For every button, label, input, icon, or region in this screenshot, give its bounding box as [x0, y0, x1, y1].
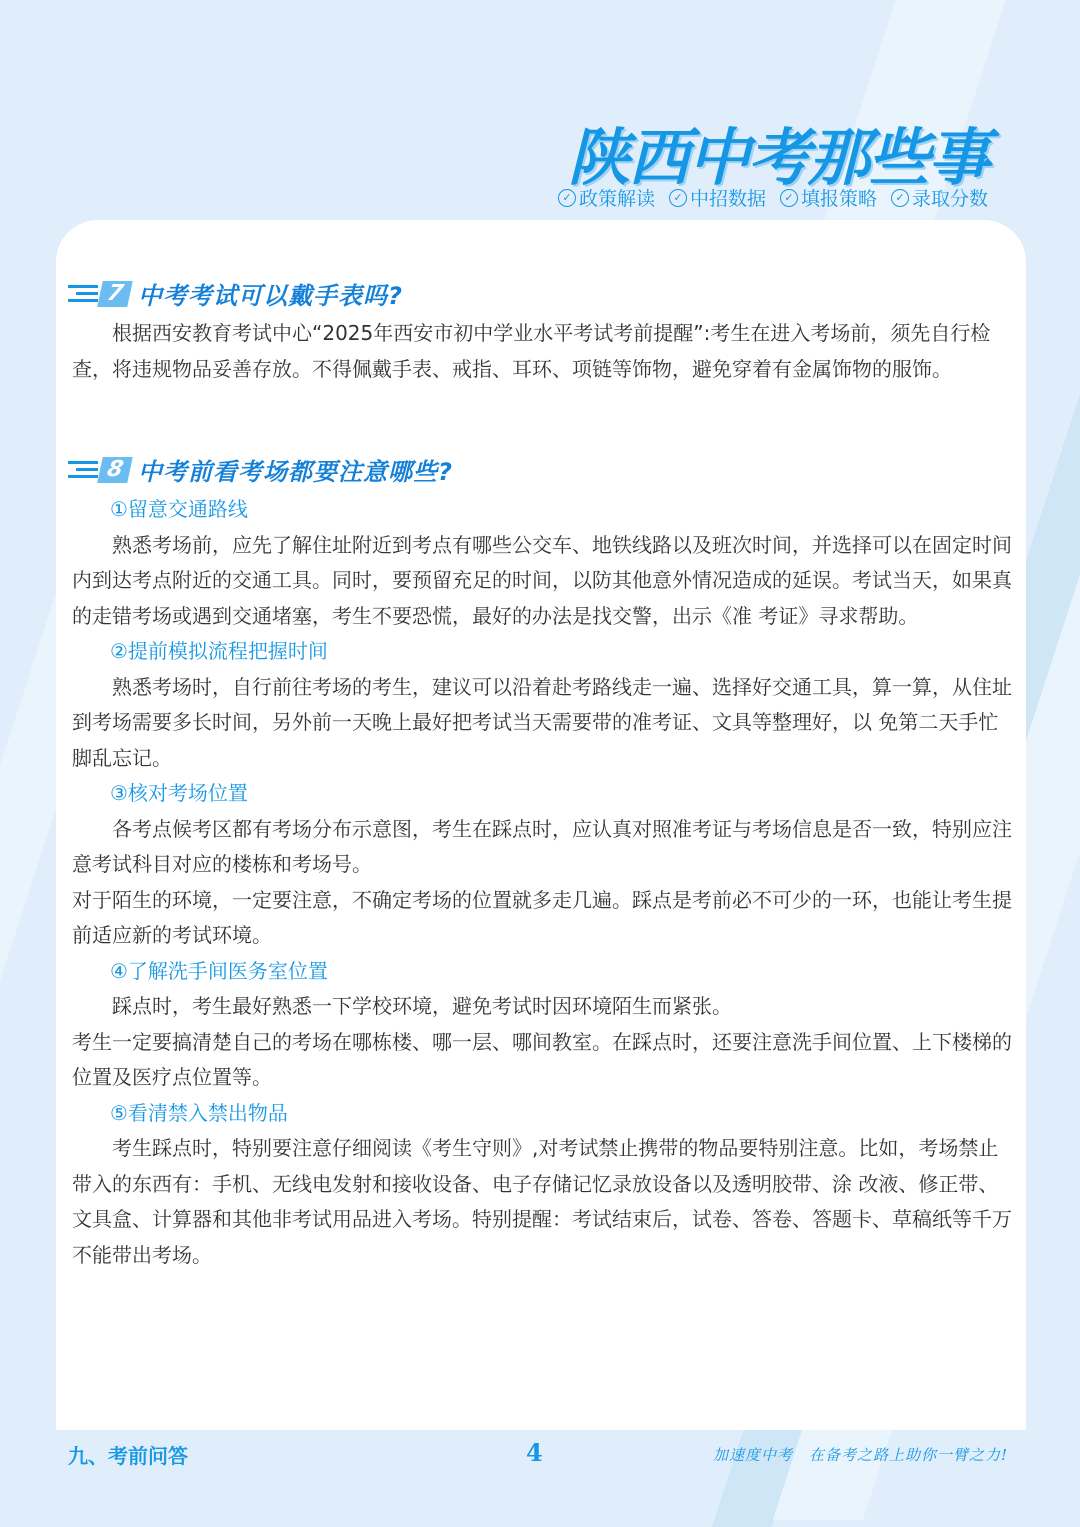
paragraph: 熟悉考场时，自行前往考场的考生，建议可以沿着赴考路线走一遍、选择好交通工具，算一算，从住址到考场需要多长时间，另外前一天晚上最好把考试当天需要带的准考证、文具等整理好，以 免第二天手忙脚乱忘记。 [72, 674, 1012, 770]
paragraph: 各考点候考区都有考场分布示意图，考生在踩点时，应认真对照准考证与考场信息是否一致，特别应注意考试科目对应的楼栋和考场号。 [72, 816, 1012, 876]
subheading: ⑤看清禁入禁出物品 [110, 1100, 288, 1125]
tag [558, 184, 655, 211]
tag [891, 184, 988, 211]
subheading: ④了解洗手间医务室位置 [110, 958, 328, 983]
tag [669, 184, 766, 211]
page-title: 陕西中考那些事 [567, 121, 988, 194]
section-number: 7 [97, 281, 133, 307]
paragraph: 踩点时，考生最好熟悉一下学校环境，避免考试时因环境陌生而紧张。 [112, 994, 732, 1018]
section-number: 8 [97, 457, 133, 483]
header-tags [558, 184, 988, 211]
footer-chapter: 九、考前问答 [68, 1444, 188, 1468]
subheading: ③核对考场位置 [110, 781, 248, 805]
subheading: ②提前模拟流程把握时间 [110, 639, 328, 663]
heading-lines-decoration [68, 457, 98, 482]
section-title: 中考考试可以戴手表吗? [138, 282, 403, 310]
heading-lines-decoration [68, 281, 98, 306]
subheading: ①留意交通路线 [110, 497, 248, 521]
tag-label: 录取分数 [911, 188, 988, 210]
tag [780, 184, 877, 211]
tag-label: 中招数据 [689, 188, 766, 210]
tag-label: 填报策略 [800, 188, 877, 210]
paragraph: 考生一定要搞清楚自己的考场在哪栋楼、哪一层、哪间教室。在踩点时，还要注意洗手间位置、上下楼梯的位置及医疗点位置等。 [72, 1029, 1012, 1089]
check-circle-icon: ✓ [558, 189, 576, 207]
check-circle-icon: ✓ [780, 189, 798, 207]
section-title: 中考前看考场都要注意哪些? [138, 458, 453, 486]
section-8-body [72, 492, 1012, 1273]
paragraph: 熟悉考场前，应先了解住址附近到考点有哪些公交车、地铁线路以及班次时间，并选择可以在固定时间内到达考点附近的交通工具。同时，要预留充足的时间，以防其他意外情况造成的延误。考试当天，如果真的走错考场或遇到交通堵塞，考生不要恐慌，最好的办法是找交警，出示《准 考证》寻求帮助。 [72, 532, 1012, 628]
check-circle-icon: ✓ [891, 189, 909, 207]
section-7-body [72, 316, 1012, 387]
paragraph: 对于陌生的环境，一定要注意，不确定考场的位置就多走几遍。踩点是考前必不可少的一环，也能让考生提前适应新的考试环境。 [72, 887, 1012, 947]
footer-slogan: 加速度中考 在备考之路上助你一臂之力! [712, 1446, 1008, 1464]
check-circle-icon: ✓ [669, 189, 687, 207]
page-number: 4 [526, 1438, 543, 1467]
section-heading-8 [68, 452, 453, 487]
section-heading-7 [68, 276, 403, 311]
paragraph: 考生踩点时，特别要注意仔细阅读《考生守则》,对考试禁止携带的物品要特别注意。比如，考场禁止带入的东西有：手机、无线电发射和接收设备、电子存储记忆录放设备以及透明胶带、涂 改液、修正带、文具盒、计算器和其他非考试用品进入考场。特别提醒：考试结束后，试卷、答卷、答题卡、草稿纸等千万不能带出考场。 [72, 1136, 1012, 1267]
tag-label: 政策解读 [578, 188, 655, 210]
paragraph: 根据西安教育考试中心“2025年西安市初中学业水平考试考前提醒”:考生在进入考场前，须先自行检查，将违规物品妥善存放。不得佩戴手表、戒指、耳环、项链等饰物，避免穿着有金属饰物的服饰。 [72, 321, 991, 381]
